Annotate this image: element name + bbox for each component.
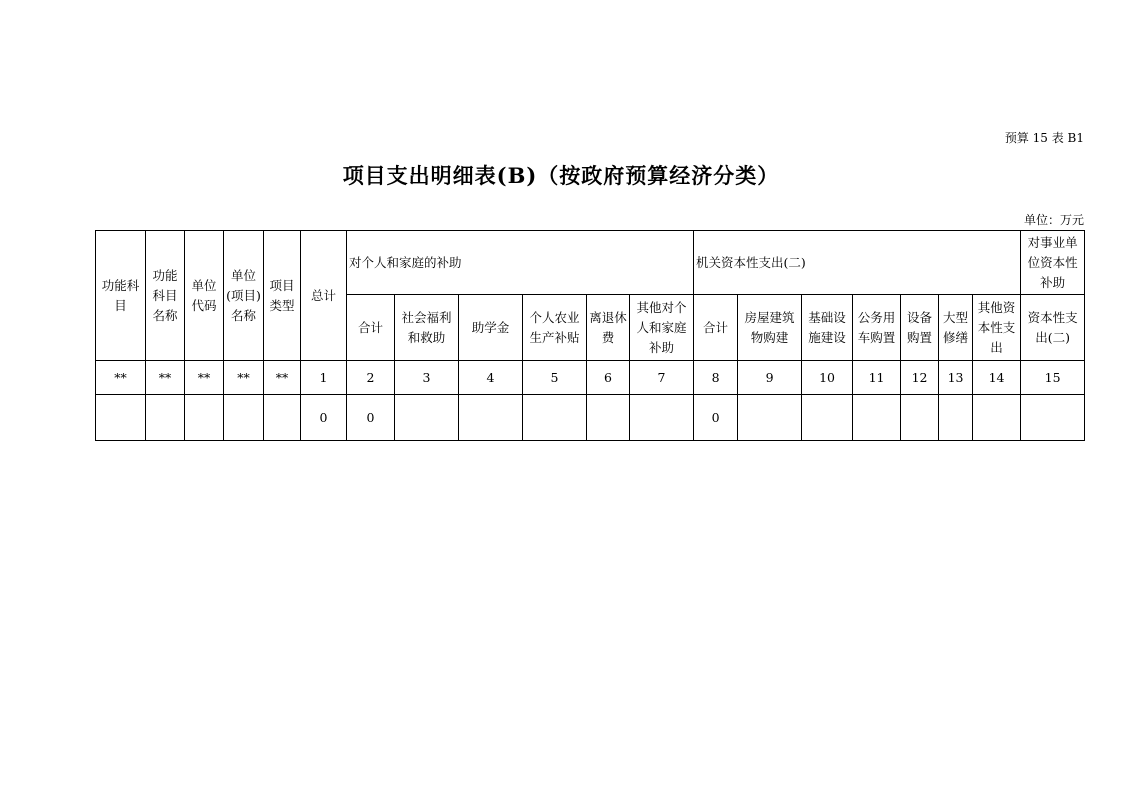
index-cell: 8	[694, 361, 738, 395]
data-cell: 0	[694, 395, 738, 441]
data-cell	[523, 395, 587, 441]
data-cell	[264, 395, 301, 441]
index-cell: **	[185, 361, 224, 395]
index-cell: 1	[301, 361, 347, 395]
data-cell	[802, 395, 853, 441]
index-cell: 9	[738, 361, 802, 395]
index-cell: 6	[587, 361, 630, 395]
header-unit-code: 单位代码	[185, 231, 224, 361]
header-retirement: 离退休费	[587, 295, 630, 361]
index-cell: 5	[523, 361, 587, 395]
index-cell: 2	[347, 361, 395, 395]
table-row	[96, 395, 1085, 441]
header-personal-subtotal: 合计	[347, 295, 395, 361]
index-cell: 13	[939, 361, 973, 395]
data-cell	[1021, 395, 1085, 441]
data-cell	[973, 395, 1021, 441]
index-cell: **	[224, 361, 264, 395]
data-cell	[395, 395, 459, 441]
data-cell	[738, 395, 802, 441]
index-row	[96, 361, 1085, 395]
header-total: 总计	[301, 231, 347, 361]
data-cell	[96, 395, 146, 441]
header-social-welfare: 社会福利和救助	[395, 295, 459, 361]
data-cell	[459, 395, 523, 441]
index-cell: 3	[395, 361, 459, 395]
page-title: 项目支出明细表(B)（按政府预算经济分类）	[342, 163, 780, 188]
header-func-subject: 功能科目	[96, 231, 146, 361]
data-cell: 0	[347, 395, 395, 441]
header-student-aid: 助学金	[459, 295, 523, 361]
data-cell	[587, 395, 630, 441]
header-other-personal: 其他对个人和家庭补助	[630, 295, 694, 361]
header-group-personal: 对个人和家庭的补助	[347, 231, 694, 295]
header-group-subsidy: 对事业单位资本性补助	[1021, 231, 1085, 295]
header-func-subject-name: 功能科目名称	[146, 231, 185, 361]
header-capital-subtotal: 合计	[694, 295, 738, 361]
index-cell: 4	[459, 361, 523, 395]
index-cell: 14	[973, 361, 1021, 395]
data-cell	[630, 395, 694, 441]
index-cell: 11	[853, 361, 901, 395]
index-cell: **	[96, 361, 146, 395]
header-other-capital: 其他资本性支出	[973, 295, 1021, 361]
index-cell: 12	[901, 361, 939, 395]
data-cell	[146, 395, 185, 441]
header-unit-project-name: 单位(项目)名称	[224, 231, 264, 361]
header-building: 房屋建筑物购建	[738, 295, 802, 361]
data-cell: 0	[301, 395, 347, 441]
expense-detail-table	[95, 230, 1085, 441]
index-cell: **	[146, 361, 185, 395]
data-cell	[853, 395, 901, 441]
header-equipment: 设备购置	[901, 295, 939, 361]
header-repair: 大型修缮	[939, 295, 973, 361]
header-project-type: 项目类型	[264, 231, 301, 361]
header-vehicles: 公务用车购置	[853, 295, 901, 361]
data-cell	[939, 395, 973, 441]
unit-label: 单位：万元	[1023, 213, 1084, 227]
data-cell	[224, 395, 264, 441]
header-infrastructure: 基础设施建设	[802, 295, 853, 361]
index-cell: **	[264, 361, 301, 395]
data-cell	[901, 395, 939, 441]
data-cell	[185, 395, 224, 441]
index-cell: 15	[1021, 361, 1085, 395]
header-agri-subsidy: 个人农业生产补贴	[523, 295, 587, 361]
index-cell: 7	[630, 361, 694, 395]
form-code: 预算 15 表 B1	[1004, 131, 1084, 145]
header-subsidy-capital: 资本性支出(二)	[1021, 295, 1085, 361]
index-cell: 10	[802, 361, 853, 395]
header-group-capital: 机关资本性支出(二)	[694, 231, 1021, 295]
